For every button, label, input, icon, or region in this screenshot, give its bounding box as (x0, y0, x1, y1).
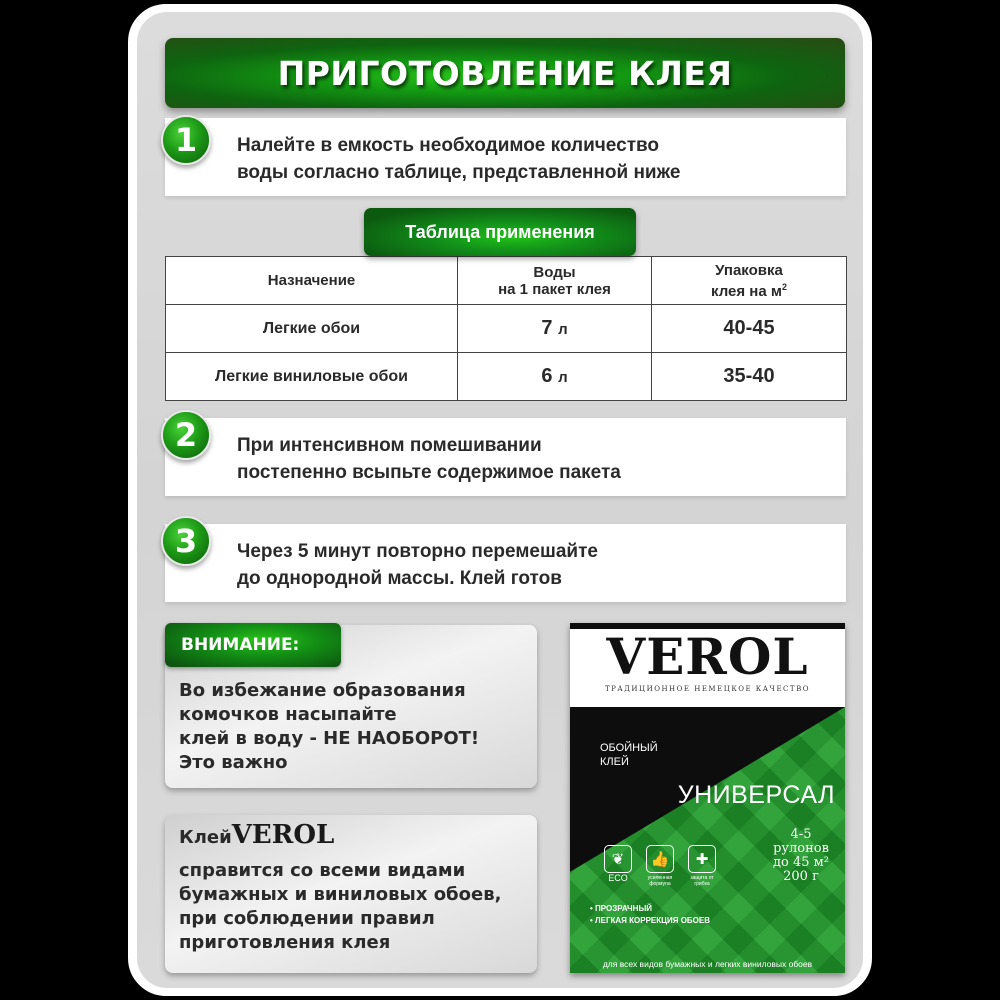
step-1-line-2: воды согласно таблице, представленной ниже (237, 162, 681, 183)
header-coverage: Упаковка клея на $м^2$ (652, 257, 847, 305)
table-row (166, 305, 847, 353)
warning-text: Во избежание образования комочков насыпайте клей в воду - НЕ НАОБОРОТ! Это важно (179, 680, 480, 773)
step-2 (165, 418, 846, 496)
table-title: Таблица применения (364, 208, 636, 256)
package-bullets: • ПРОЗРАЧНЫЙ • ЛЕГКАЯ КОРРЕКЦИЯ ОБОЕВ (590, 904, 711, 925)
step-1-text (237, 132, 680, 186)
warning-label: ВНИМАНИЕ: (165, 623, 341, 667)
package-subtitle: ОБОЙНЫЙ КЛЕЙ (600, 742, 658, 768)
package-quantity: 4-5 рулонов до 45 м² 200 г (773, 827, 829, 884)
step-3-line-2: до однородной массы. Клей готов (237, 568, 562, 589)
cell-coverage: 35-40 (652, 353, 847, 401)
step-3-number-badge: 3 (161, 516, 211, 566)
step-3 (165, 524, 846, 602)
header-purpose: Назначение (166, 257, 458, 305)
cell-purpose: Легкие обои (166, 305, 458, 353)
shield-plus-icon: ✚ (688, 845, 716, 873)
cell-purpose: Легкие виниловые обои (166, 353, 458, 401)
step-2-number-badge: 2 (161, 410, 211, 460)
eco-hands-leaf-icon: ❦ (604, 845, 632, 873)
cell-water: 7 л (458, 305, 652, 353)
eco-feature: ❦ ECO (602, 845, 634, 887)
page-title: ПРИГОТОВЛЕНИЕ КЛЕЯ (277, 53, 733, 93)
step-2-line-1: При интенсивном помешивании (237, 435, 542, 456)
package-product-name: УНИВЕРСАЛ (677, 781, 835, 809)
step-3-line-1: Через 5 минут повторно перемешайте (237, 541, 598, 562)
cell-water: 6 л (458, 353, 652, 401)
package-bottom-text: для всех видов бумажных и легких виниловых обоев (602, 959, 813, 969)
step-2-text (237, 432, 621, 486)
formula-feature: 👍 усиленная формула (644, 845, 676, 887)
fungus-protection-feature: ✚ защита от грибка (686, 845, 718, 887)
brand-note-heading: КлейVEROL (179, 820, 335, 850)
table-row (166, 353, 847, 401)
thumbs-up-icon: 👍 (646, 845, 674, 873)
step-1 (165, 118, 846, 196)
brand-note-text: справится со всеми видами бумажных и виниловых обоев, при соблюдении правил приготовления клея (179, 860, 502, 953)
step-2-line-2: постепенно всыпьте содержимое пакета (237, 462, 621, 483)
package-logo: VEROL (606, 627, 809, 686)
cell-coverage: 40-45 (652, 305, 847, 353)
title-banner (165, 38, 845, 108)
step-3-text (237, 538, 598, 592)
table-header-row (166, 257, 847, 305)
package-tagline: ТРАДИЦИОННОЕ НЕМЕЦКОЕ КАЧЕСТВО (605, 685, 810, 693)
header-water: Воды на 1 пакет клея (458, 257, 652, 305)
step-1-number-badge: 1 (161, 115, 211, 165)
package-feature-icons (602, 845, 718, 887)
product-package-image (570, 623, 845, 973)
brand-note-box (165, 815, 537, 973)
step-1-line-1: Налейте в емкость необходимое количество (237, 135, 660, 156)
application-table (165, 256, 847, 401)
brand-logo-text: VEROL (231, 820, 335, 850)
